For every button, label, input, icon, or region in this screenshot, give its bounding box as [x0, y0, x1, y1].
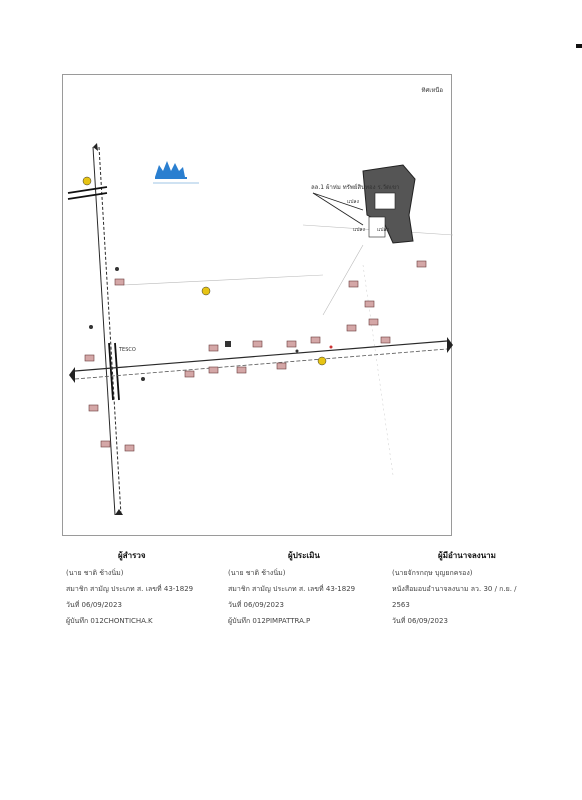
plot-label-2: แปลง — [353, 227, 365, 233]
authorized-signer-signature — [392, 552, 517, 634]
surveyor-recorder: ผู้บันทึก 012CHONTICHA.K — [66, 617, 153, 625]
appraiser-recorder: ผู้บันทึก 012PIMPATTRA.P — [228, 617, 311, 625]
surveyor-license: สมาชิก สามัญ ประเภท ส. เลขที่ 43-1829 — [66, 585, 194, 593]
location-map — [62, 74, 452, 536]
surveyor-role: ผู้สำรวจ — [118, 551, 146, 560]
authorized-role: ผู้มีอำนาจลงนาม — [438, 551, 496, 560]
appraiser-license: สมาชิก สามัญ ประเภท ส. เลขที่ 43-1829 — [228, 585, 356, 593]
vertical-road — [93, 143, 123, 515]
appraiser-date: วันที่ 06/09/2023 — [228, 601, 284, 609]
authorized-license-year: 2563 — [392, 601, 410, 609]
company-logo — [153, 161, 199, 183]
surveyor-name: (นาย ชาติ ช้างนิ่ม) — [66, 569, 124, 577]
appraiser-signature — [228, 552, 355, 634]
landmark-label: ลล.1 ผ้าห่ม ทรัพย์สินทอง ร.วัดเขา — [311, 184, 400, 191]
tesco-label: TESCO — [119, 347, 136, 353]
authorized-date: วันที่ 06/09/2023 — [392, 617, 448, 625]
appraiser-role: ผู้ประเมิน — [288, 551, 320, 560]
plot-label-3: แปลง — [377, 227, 389, 233]
appraiser-name: (นาย ชาติ ช้างนิ่ม) — [228, 569, 286, 577]
north-indicator: ทิศเหนือ — [421, 87, 443, 94]
map-drawing — [63, 75, 453, 537]
authorized-license: หนังสือมอบอำนาจลงนาม ลว. 30 / ก.ย. / — [392, 585, 517, 593]
bridge-top — [68, 187, 107, 199]
pin-icon — [83, 177, 326, 365]
surveyor-signature — [66, 552, 193, 634]
bridge-middle — [109, 343, 119, 400]
authorized-name: (นายจักรกฤษ บุญยกครอง) — [392, 569, 473, 577]
small-marker-icons — [89, 267, 333, 381]
subject-plot — [363, 165, 415, 243]
plot-label-1: แปลง — [347, 199, 359, 205]
page-edge-mark — [576, 44, 582, 48]
surveyor-date: วันที่ 06/09/2023 — [66, 601, 122, 609]
